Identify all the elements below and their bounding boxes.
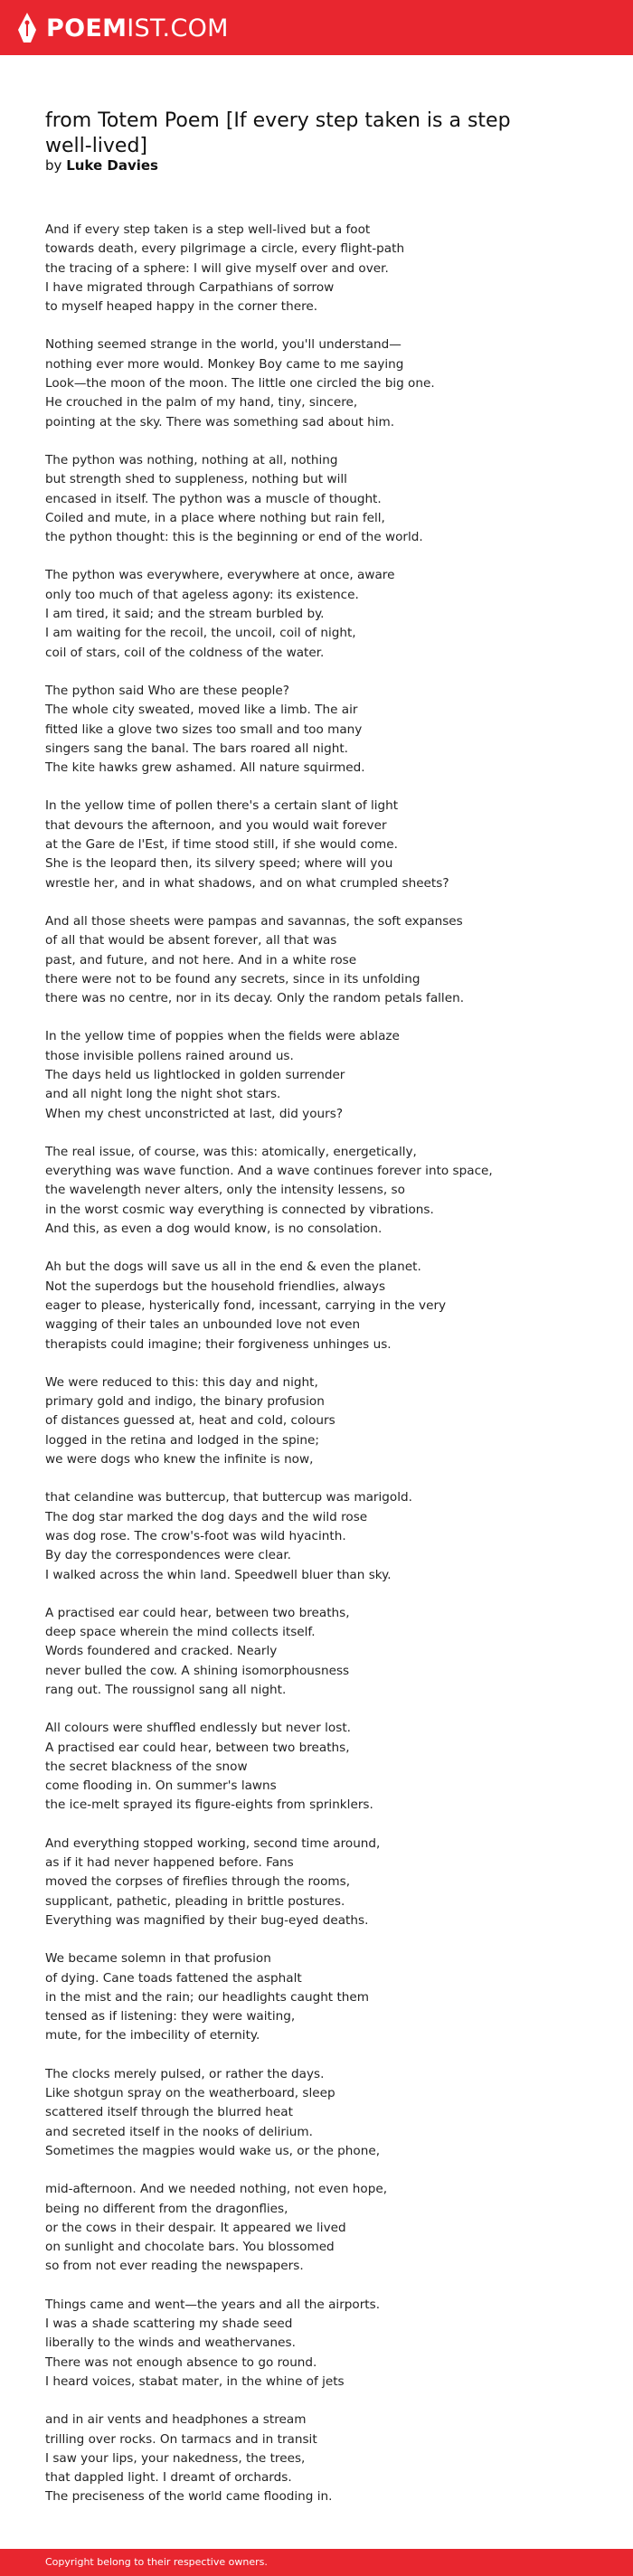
poem-line: Words foundered and cracked. Nearly [45,1644,278,1659]
poem-line: A practised ear could hear, between two breaths, [45,1740,350,1755]
poem-line: mute, for the imbecility of eternity. [45,2028,260,2043]
poem-line: that celandine was buttercup, that buttercup was marigold. [45,1490,412,1505]
poem-line: wrestle her, and in what shadows, and on what crumpled sheets? [45,875,449,891]
poem-stanza [45,1719,606,1815]
poem-line: the wavelength never alters, only the intensity lessens, so [45,1183,405,1198]
poem-line: Things came and went—the years and all the airports. [45,2297,381,2312]
poem-stanza [45,1835,606,1930]
poem-line: Everything was magnified by their bug-eyed deaths. [45,1912,369,1928]
by-label: by [45,157,62,174]
poem-title: from Totem Poem [If every step taken is a step well-lived] [45,109,511,157]
poem-line: the ice-melt sprayed its figure-eights from sprinklers. [45,1798,373,1813]
poem-line: deep space wherein the mind collects itself. [45,1625,316,1640]
poem-line: that dappled light. I dreamt of orchards. [45,2470,292,2486]
poem-line: The real issue, of course, was this: atomically, energetically, [45,1144,417,1159]
poem-line: of dying. Cane toads fattened the asphalt [45,1970,302,1986]
poem-line: wagging of their tales an unbounded love not even [45,1317,361,1333]
poem-line: logged in the retina and lodged in the spine; [45,1432,319,1448]
poem-line: A practised ear could hear, between two breaths, [45,1605,350,1620]
poem-stanza [45,797,606,892]
poem-line: I walked across the whin land. Speedwell bluer than sky. [45,1567,392,1582]
poem-line: The python said Who are these people? [45,683,289,698]
poem-line: towards death, every pilgrimage a circle, every flight-path [45,241,405,257]
site-footer [0,2549,633,2576]
poem-line: there was no centre, nor in its decay. Only the random petals fallen. [45,991,465,1006]
poem-line: primary gold and indigo, the binary profusion [45,1394,325,1410]
site-logo[interactable] [16,10,229,46]
poem-line: fitted like a glove two sizes too small and too many [45,722,363,737]
poem-stanza [45,221,606,316]
poem-line: Ah but the dogs will save us all in the end & even the planet. [45,1260,421,1275]
poem-line: All colours were shuffled endlessly but never lost. [45,1721,351,1736]
poem-line: there were not to be found any secrets, since in its unfolding [45,971,420,986]
poem-line: coil of stars, coil of the coldness of the water. [45,645,325,660]
poem-line: And all those sheets were pampas and savannas, the soft expanses [45,913,463,929]
byline [45,157,158,174]
poem-line: liberally to the winds and weathervanes. [45,2335,296,2351]
poem-line: so from not ever reading the newspapers. [45,2259,304,2274]
poem-line: I was a shade scattering my shade seed [45,2317,293,2332]
poem-line: I heard voices, stabat mater, in the whine of jets [45,2373,345,2389]
poem-stanza [45,912,606,1008]
poem-line: to myself heaped happy in the corner there. [45,299,318,315]
poem-stanza [45,2065,606,2161]
poem-line: everything was wave function. And a wave continues forever into space, [45,1164,493,1179]
logo-text-bold: POEM [46,14,128,42]
poem-line: nothing ever more would. Monkey Boy came to me saying [45,356,404,372]
poem-line: the tracing of a sphere: I will give myself over and over. [45,260,389,276]
poem-line: singers sang the banal. The bars roared all night. [45,741,348,756]
poem-line: eager to please, hysterically fond, incessant, carrying in the very [45,1297,447,1313]
poem-line: past, and future, and not here. And in a white rose [45,952,357,967]
poem-line: In the yellow time of pollen there's a certain slant of light [45,798,399,814]
poem-line: I have migrated through Carpathians of sorrow [45,279,335,295]
poem-line: tensed as if listening: they were waiting, [45,2009,296,2024]
poem-stanza [45,1027,606,1123]
poem-line: The clocks merely pulsed, or rather the days. [45,2066,325,2081]
poem-line: Look—the moon of the moon. The little one circled the big one. [45,376,435,392]
poem-line: We became solemn in that profusion [45,1951,271,1967]
poem-line: never bulled the cow. A shining isomorphousness [45,1663,350,1678]
copyright-notice: Copyright belong to their respective owners. [45,2556,268,2568]
poem-line: moved the corpses of fireflies through the rooms, [45,1874,351,1890]
logo-wordmark [46,14,229,42]
poem-line: When my chest unconstricted at last, did yours? [45,1106,344,1121]
poem-line: Like shotgun spray on the weatherboard, sleep [45,2086,335,2101]
poem-line: and secreted itself in the nooks of delirium. [45,2124,313,2139]
poem-line: Not the superdogs but the household friendlies, always [45,1279,386,1294]
poem-line: supplicant, pathetic, pleading in brittle postures. [45,1893,345,1909]
poem-line: And this, as even a dog would know, is no consolation. [45,1222,383,1237]
poem-line: By day the correspondences were clear. [45,1548,291,1563]
logo-text-light: IST.COM [127,14,229,42]
poem-line: in the worst cosmic way everything is connected by vibrations. [45,1202,434,1217]
poem-line: And if every step taken is a step well-lived but a foot [45,222,371,237]
poem-line: I am waiting for the recoil, the uncoil, coil of night, [45,626,356,641]
site-header [0,0,633,55]
poem-line: we were dogs who knew the infinite is now, [45,1452,314,1467]
poem-line: The kite hawks grew ashamed. All nature squirmed. [45,760,365,776]
poem-line: or the cows in their despair. It appeared we lived [45,2220,346,2235]
poem-line: mid-afternoon. And we needed nothing, not even hope, [45,2182,388,2197]
poem-stanza [45,566,606,662]
poem-stanza [45,682,606,778]
poem-stanza [45,1143,606,1239]
poem-line: but strength shed to suppleness, nothing but will [45,472,347,487]
poem-line: therapists could imagine; their forgiveness unhinges us. [45,1336,392,1352]
poem-stanza [45,1258,606,1354]
poem-line: and in air vents and headphones a stream [45,2412,307,2428]
poem-line: scattered itself through the blurred heat [45,2105,293,2120]
poem-line: was dog rose. The crow's-foot was wild hyacinth. [45,1528,346,1543]
poem-line: The preciseness of the world came flooding in. [45,2489,333,2505]
poem-stanza [45,1949,606,2045]
poem-stanza [45,1488,606,1584]
poem-stanza [45,2296,606,2392]
poem-stanza [45,1373,606,1469]
poem-line: trilling over rocks. On tarmacs and in transit [45,2431,317,2447]
poem-line: that devours the afternoon, and you would wait forever [45,817,387,833]
poem-line: Nothing seemed strange in the world, you'll understand— [45,337,402,353]
poem-line: at the Gare de l'Est, if time stood still, if she would come. [45,837,398,853]
poem-line: There was not enough absence to go round. [45,2354,317,2370]
poem-stanza [45,1604,606,1700]
poem-stanza [45,451,606,547]
poem-line: The python was nothing, nothing at all, nothing [45,452,338,467]
poem-line: pointing at the sky. There was something sad about him. [45,414,395,429]
poem-line: the secret blackness of the snow [45,1759,248,1774]
poem-line: encased in itself. The python was a muscle of thought. [45,491,382,506]
poem-stanza [45,2411,606,2506]
poem-line: of distances guessed at, heat and cold, colours [45,1413,335,1429]
poem-line: The whole city sweated, moved like a limb. The air [45,703,358,718]
poem-line: I am tired, it said; and the stream burbled by. [45,607,325,622]
poem-body [45,221,606,2526]
poem-line: only too much of that ageless agony: its existence. [45,587,359,602]
poem-line: being no different from the dragonflies, [45,2201,288,2216]
author-link[interactable]: Luke Davies [66,157,158,174]
poem-line: on sunlight and chocolate bars. You blossomed [45,2240,335,2255]
poem-line: those invisible pollens rained around us. [45,1048,294,1063]
poem-line: and all night long the night shot stars. [45,1087,281,1102]
poem-line: as if it had never happened before. Fans [45,1855,294,1871]
poem-line: the python thought: this is the beginning or end of the world. [45,530,423,545]
poem-line: She is the leopard then, its silvery speed; where will you [45,856,393,872]
poem-line: The dog star marked the dog days and the wild rose [45,1509,368,1524]
poem-line: in the mist and the rain; our headlights caught them [45,1989,370,2005]
poem-stanza [45,2180,606,2276]
poem-line: The python was everywhere, everywhere at once, aware [45,568,395,583]
poem-line: The days held us lightlocked in golden surrender [45,1067,345,1082]
poem-line: In the yellow time of poppies when the fields were ablaze [45,1029,400,1044]
poem-line: Sometimes the magpies would wake us, or the phone, [45,2143,381,2158]
poem-line: I saw your lips, your nakedness, the trees, [45,2450,306,2466]
fountain-pen-nib-icon [16,12,38,44]
poem-line: And everything stopped working, second time around, [45,1835,381,1851]
poem-stanza [45,335,606,431]
poem-line: Coiled and mute, in a place where nothing but rain fell, [45,510,385,525]
poem-line: of all that would be absent forever, all that was [45,933,337,948]
poem-line: rang out. The roussignol sang all night. [45,1683,287,1697]
poem-line: come flooding in. On summer's lawns [45,1779,277,1794]
poem-line: He crouched in the palm of my hand, tiny, sincere, [45,395,358,410]
poem-line: We were reduced to this: this day and night, [45,1374,318,1390]
